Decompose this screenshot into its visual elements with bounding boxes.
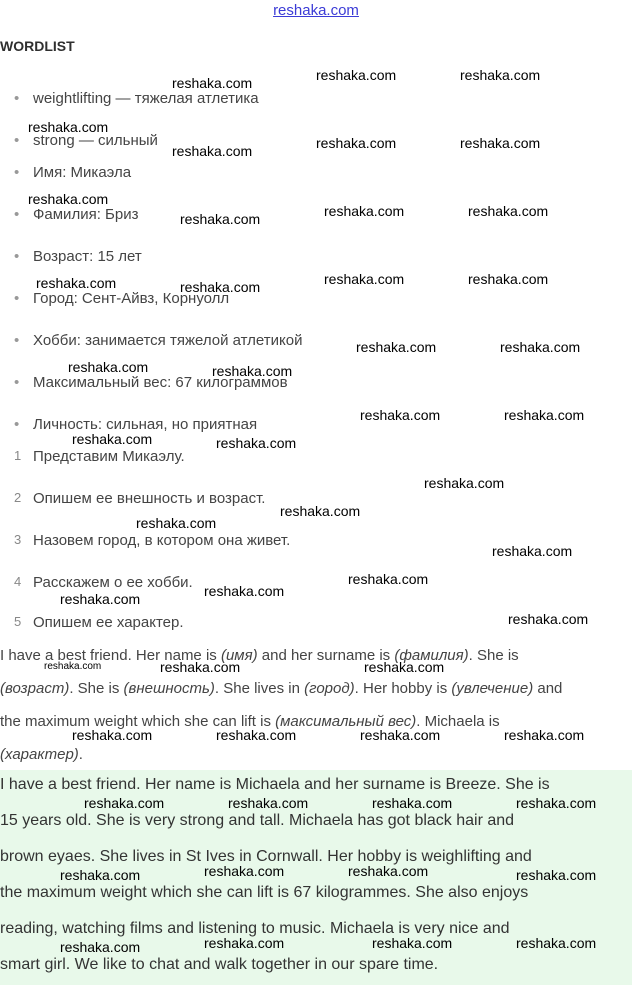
wordlist-item-text: Максимальный вес: 67 килограммов [33,374,288,391]
watermark: reshaka.com [468,203,549,219]
watermark: reshaka.com [504,727,585,743]
watermark: reshaka.com [516,935,597,951]
bullet-icon: • [14,290,20,307]
watermark: reshaka.com [468,271,549,287]
bullet-icon: • [14,248,20,265]
bullet-icon: • [14,90,20,107]
answer-line: reading, watching films and listening to music. Michaela is very nice and [0,920,510,937]
step-text: Представим Микаэлу. [33,448,185,465]
template-placeholder: (город) [304,680,355,697]
watermark: reshaka.com [356,339,437,355]
watermark: reshaka.com [216,727,297,743]
wordlist-item-text: strong — сильный [33,132,158,149]
step-number: 4 [14,574,22,589]
template-text: . She lives in [214,680,305,697]
watermark: reshaka.com [204,935,285,951]
watermark: reshaka.com [72,727,153,743]
step-number: 3 [14,532,22,547]
watermark: reshaka.com [516,795,597,811]
wordlist-item-text: Город: Сент-Айвз, Корнуолл [33,290,230,307]
watermark: reshaka.com [172,75,253,91]
watermark: reshaka.com [372,935,453,951]
watermark: reshaka.com [44,661,102,672]
watermark: reshaka.com [204,583,285,599]
template-placeholder: (максимальный вес) [275,713,417,730]
wordlist-heading: WORDLIST [0,38,75,54]
watermark: reshaka.com [60,867,141,883]
watermark: reshaka.com [280,503,361,519]
watermark: reshaka.com [372,795,453,811]
template-text: . She is [69,680,124,697]
watermark: reshaka.com [424,475,505,491]
bullet-icon: • [14,132,20,149]
answer-line: the maximum weight which she can lift is 67 kilogrammes. She also enjoys [0,884,529,901]
watermark: reshaka.com [68,359,149,375]
watermark: reshaka.com [180,279,261,295]
template-text: . [78,746,83,763]
watermark: reshaka.com [36,275,117,291]
watermark: reshaka.com [460,67,541,83]
template-placeholder: (фамилия) [394,647,469,664]
bullet-icon: • [14,206,20,223]
watermark: reshaka.com [316,135,397,151]
watermark: reshaka.com [508,611,589,627]
template-placeholder: (возраст) [0,680,70,697]
template-text: . Her hobby is [354,680,452,697]
watermark: reshaka.com [204,863,285,879]
watermark: reshaka.com [360,727,441,743]
watermark: reshaka.com [180,211,261,227]
template-text: . She is [468,647,519,664]
answer-line: smart girl. We like to chat and walk together in our spare time. [0,956,439,973]
step-number: 1 [14,448,22,463]
step-text: Расскажем о ее хобби. [33,574,193,591]
answer-line: brown eyaes. She lives in St Ives in Cornwall. Her hobby is weighlifting and [0,848,532,865]
watermark: reshaka.com [28,119,109,135]
watermark: reshaka.com [172,143,253,159]
wordlist-item-text: weightlifting — тяжелая атлетика [33,90,259,107]
watermark: reshaka.com [504,407,585,423]
wordlist-item-text: Хобби: занимается тяжелой атлетикой [33,332,303,349]
template-text: the maximum weight which she can lift is [0,713,276,730]
wordlist-item-text: Имя: Микаэла [33,164,132,181]
watermark: reshaka.com [324,203,405,219]
watermark: reshaka.com [348,863,429,879]
step-number: 2 [14,490,22,505]
watermark: reshaka.com [500,339,581,355]
template-text: I have a best friend. Her name is [0,647,221,664]
template-line [0,680,562,697]
watermark: reshaka.com [516,867,597,883]
bullet-icon: • [14,332,20,349]
bullet-icon: • [14,374,20,391]
watermark: reshaka.com [28,191,109,207]
watermark: reshaka.com [60,939,141,955]
watermark: reshaka.com [212,363,293,379]
template-placeholder: (внешность) [123,680,215,697]
watermark: reshaka.com [84,795,165,811]
step-text: Опишем ее внешность и возраст. [33,490,266,507]
template-placeholder: (характер) [0,746,79,763]
template-text: and [533,680,563,697]
step-number: 5 [14,614,22,629]
watermark: reshaka.com [136,515,217,531]
wordlist-item-text: Фамилия: Бриз [33,206,139,223]
watermark: reshaka.com [160,659,241,675]
template-placeholder: (увлечение) [451,680,534,697]
wordlist-item-text: Личность: сильная, но приятная [33,416,258,433]
watermark: reshaka.com [348,571,429,587]
watermark: reshaka.com [60,591,141,607]
watermark: reshaka.com [360,407,441,423]
wordlist-item-text: Возраст: 15 лет [33,248,142,265]
site-link[interactable]: reshaka.com [273,2,359,19]
watermark: reshaka.com [492,543,573,559]
step-text: Опишем ее характер. [33,614,184,631]
watermark: reshaka.com [324,271,405,287]
watermark: reshaka.com [460,135,541,151]
bullet-icon: • [14,164,20,181]
template-line [0,746,83,763]
answer-line: 15 years old. She is very strong and tall. Michaela has got black hair and [0,812,515,829]
template-text: . Michaela is [416,713,500,730]
template-text: and her surname is [257,647,395,664]
answer-line: I have a best friend. Her name is Michaela and her surname is Breeze. She is [0,776,550,793]
watermark: reshaka.com [364,659,445,675]
watermark: reshaka.com [316,67,397,83]
watermark: reshaka.com [72,431,153,447]
watermark: reshaka.com [216,435,297,451]
watermark: reshaka.com [228,795,309,811]
step-text: Назовем город, в котором она живет. [33,532,291,549]
template-placeholder: (имя) [220,647,258,664]
bullet-icon: • [14,416,20,433]
